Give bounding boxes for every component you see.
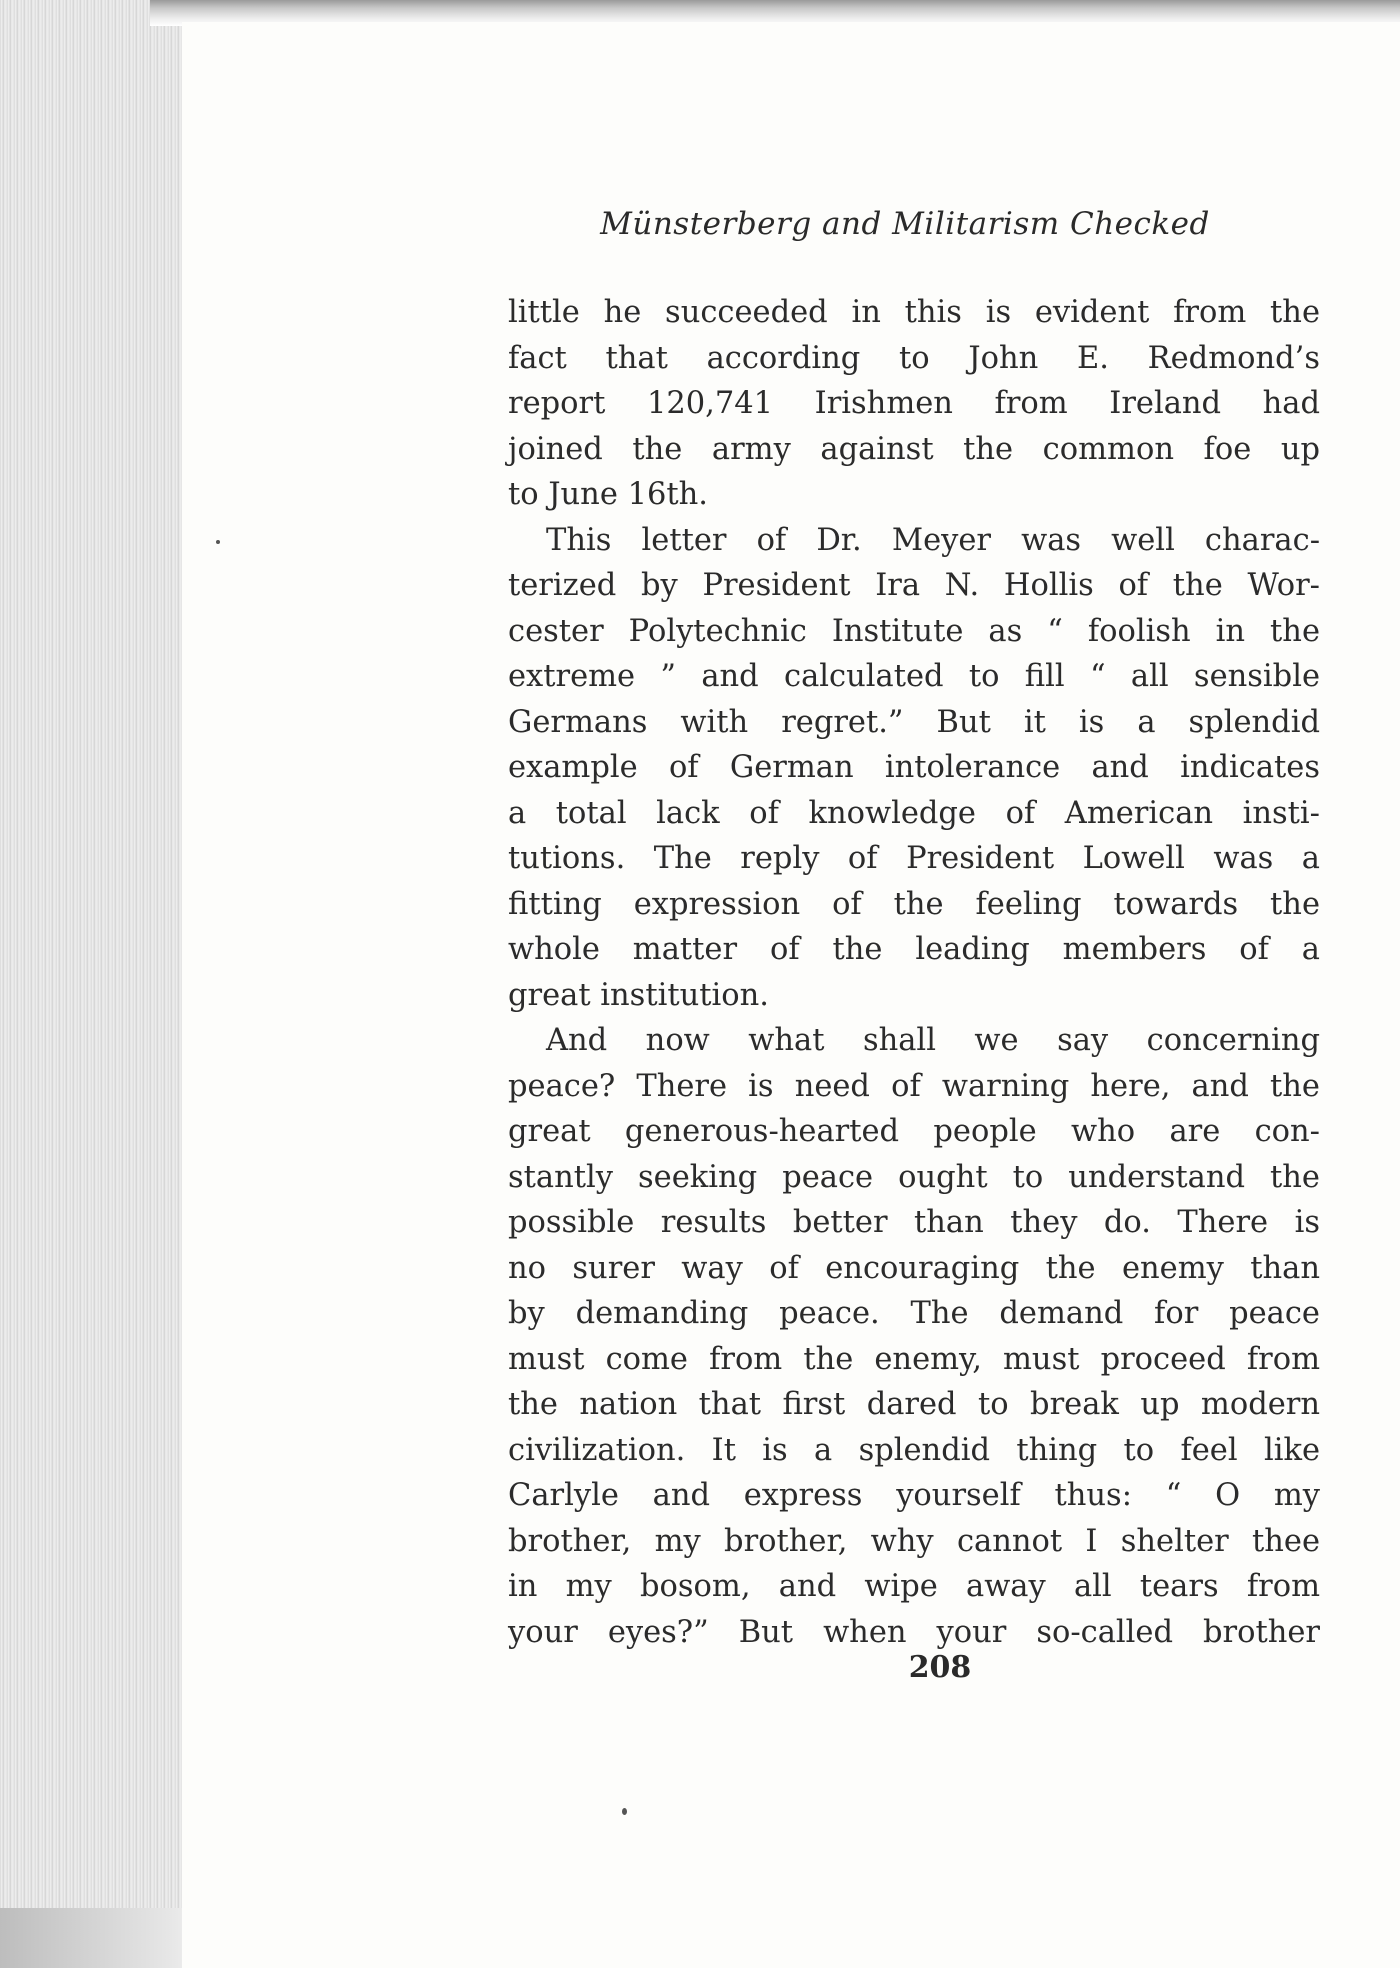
text-line: a total lack of knowledge of American insti-: [508, 795, 1320, 831]
text-line: And now what shall we say concerning: [546, 1023, 1320, 1058]
text-line: possible results better than they do. There is: [508, 1205, 1320, 1240]
text-line: Carlyle and express yourself thus: “ O my: [508, 1478, 1320, 1513]
text-line: terized by President Ira N. Hollis of the Wor-: [508, 568, 1320, 603]
text-line: great generous-hearted people who are con-: [508, 1114, 1320, 1149]
text-line: fitting expression of the feeling towards the: [508, 886, 1320, 922]
text-line: joined the army against the common foe up: [508, 431, 1320, 467]
text-line: little he succeeded in this is evident from the: [508, 295, 1320, 330]
text-line: tutions. The reply of President Lowell was a: [508, 841, 1320, 876]
text-line: stantly seeking peace ought to understand the: [508, 1159, 1320, 1195]
text-line: civilization. It is a splendid thing to feel like: [508, 1432, 1320, 1468]
text-line: great institution.: [508, 977, 769, 1013]
text-line: to June 16th.: [508, 477, 708, 512]
running-head: Münsterberg and Militarism Checked: [600, 206, 1210, 242]
text-line: no surer way of encouraging the enemy than: [508, 1250, 1320, 1286]
scan-speck: [622, 1808, 627, 1815]
text-line: brother, my brother, why cannot I shelter thee: [508, 1523, 1320, 1559]
text-line: extreme ” and calculated to fill “ all sensible: [508, 659, 1320, 694]
text-line: cester Polytechnic Institute as “ foolish in the: [508, 613, 1320, 649]
text-line: example of German intolerance and indicates: [508, 750, 1320, 785]
text-line: peace? There is need of warning here, and the: [508, 1068, 1320, 1104]
text-line: Germans with regret.” But it is a splendid: [508, 704, 1320, 740]
text-line: report 120,741 Irishmen from Ireland had: [508, 386, 1320, 421]
body-text: [508, 290, 1320, 1655]
text-line: by demanding peace. The demand for peace: [508, 1296, 1320, 1331]
page-stack-edges: [0, 0, 190, 1968]
text-line: your eyes?” But when your so-called brother: [508, 1614, 1320, 1650]
text-line: fact that according to John E. Redmond’s: [508, 340, 1320, 376]
page-number: 208: [908, 1650, 972, 1685]
text-line: This letter of Dr. Meyer was well charac-: [546, 522, 1320, 558]
text-line: in my bosom, and wipe away all tears from: [508, 1569, 1320, 1604]
text-line: the nation that first dared to break up modern: [508, 1387, 1320, 1422]
scan-speck: [216, 540, 220, 544]
text-line: whole matter of the leading members of a: [508, 932, 1320, 967]
text-line: must come from the enemy, must proceed from: [508, 1341, 1320, 1377]
